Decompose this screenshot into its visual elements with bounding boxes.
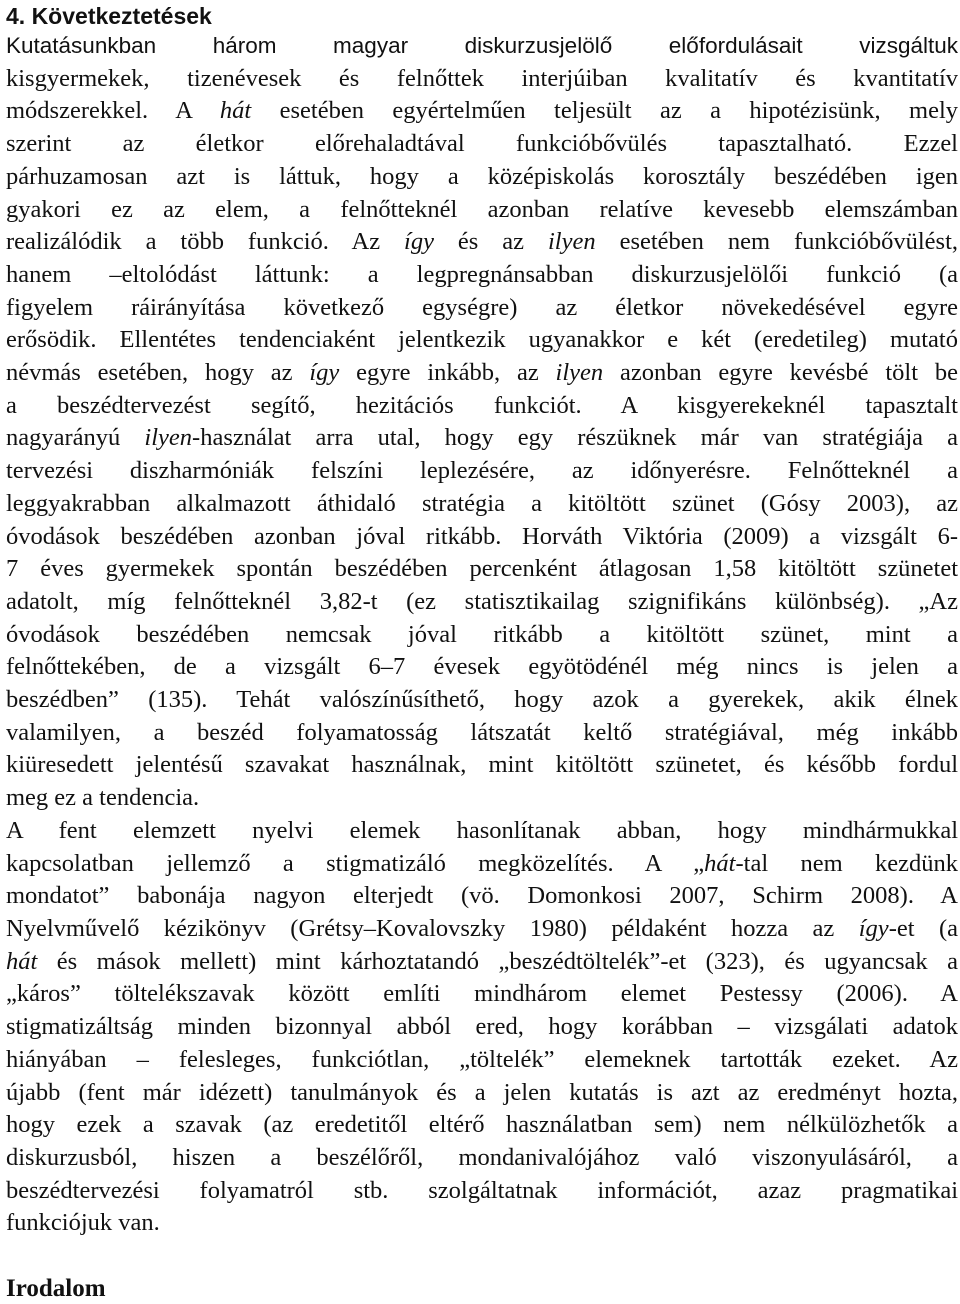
text-line: hanem –eltolódást láttunk: a legpregnánsabban diskurzusjelölői funkció (a (6, 260, 958, 288)
text-line: realizálódik a több funkció. Az így és az ilyen esetében nem funkcióbővülést, (6, 228, 958, 256)
text-line: leggyakrabban alkalmazott áthidaló stratégia a kitöltött szünet (Gósy 2003), az (6, 489, 958, 517)
text-line: beszédben” (135). Tehát valószínűsíthető, hogy azok a gyerekek, akik élnek (6, 686, 958, 714)
conclusion-paragraph-2 (6, 815, 958, 1240)
text-line: Kutatásunkban három magyar diskurzusjelölő előfordulásait vizsgáltuk (6, 33, 958, 58)
term-ilyen: ilyen (555, 359, 604, 387)
text-line: kisgyermekek, tizenévesek és felnőttek interjúiban kvalitatív és kvantitatív (6, 64, 958, 92)
term-hat: hát (6, 947, 38, 975)
text-line: valamilyen, a beszéd folyamatosság látszatát keltő stratégiával, még inkább (6, 718, 958, 746)
text-line: felnőttekében, de a vizsgált 6–7 évesek egyötödénél még nincs is jelen a (6, 653, 958, 681)
text-line: óvodások beszédében nemcsak jóval ritkább a kitöltött szünet, mint a (6, 620, 958, 648)
text-line: meg ez a tendencia. (6, 784, 200, 812)
text-line: kiüresedett jelentésű szavakat használnak, mint kitöltött szünetet, és később fordul (6, 751, 958, 779)
text-line: „káros” töltelékszavak között említi mindhárom elemet Pestessy (2006). A (6, 980, 958, 1008)
text-line: névmás esetében, hogy az így egyre inkább, az ilyen azonban egyre kevésbé tölt be (6, 359, 958, 387)
text-line: 7 éves gyermekek spontán beszédében percenként átlagosan 1,58 kitöltött szünetet (6, 555, 958, 583)
text-line: nagyarányú ilyen-használat arra utal, hogy egy részüknek már van stratégiája a (6, 424, 958, 452)
text-line: a beszédtervezést segítő, hezitációs funkciót. A kisgyerekeknél tapasztalt (6, 391, 958, 419)
section-title: 4. Következtetések (6, 3, 212, 29)
text-line: módszerekkel. A hát esetében egyértelműen teljesült az a hipotézisünk, mely (6, 97, 959, 125)
text-line: beszédtervezési folyamatról stb. szolgáltatnak információt, azaz pragmatikai (6, 1176, 958, 1204)
text-line: kapcsolatban jellemző a stigmatizáló megközelítés. A „hát-tal nem kezdünk (6, 849, 958, 877)
text-line: gyakori ez az elem, a felnőtteknél azonban relatíve kevesebb elemszámban (6, 195, 958, 223)
term-igy: így (858, 914, 889, 942)
text-line: újabb (fent már idézett) tanulmányok és a jelen kutatás is azt az eredményt hozta, (6, 1078, 958, 1106)
term-igy: így (309, 359, 340, 387)
text-line: stigmatizáltság minden bizonnyal abból ered, hogy korábban – vizsgálati adatok (6, 1013, 958, 1041)
text-line: tervezési diszharmóniák felszíni leplezésére, az időnyerésre. Felnőtteknél a (6, 457, 958, 485)
text-line: diskurzusból, hiszen a beszélőről, mondanivalójához való viszonyulásáról, a (6, 1143, 958, 1171)
text-line: adatolt, míg felnőtteknél 3,82-t (ez statisztikailag szignifikáns különbség). „Az (6, 587, 958, 615)
text-line: erősödik. Ellentétes tendenciaként jelentkezik ugyanakkor e két (eredetileg) mutató (6, 326, 958, 354)
term-hat: hát (219, 97, 252, 125)
text-line: A fent elemzett nyelvi elemek hasonlítanak abban, hogy mindhármukkal (6, 816, 958, 844)
text-line: szerint az életkor előrehaladtával funkcióbővülés tapasztalható. Ezzel (6, 130, 958, 158)
document-page (6, 0, 959, 1302)
text-line: hát és mások mellett) mint kárhoztatandó „beszédtöltelék”-et (323), és ugyancsak a (6, 947, 958, 975)
text-line: funkciójuk van. (6, 1209, 160, 1237)
conclusion-paragraph-1 (6, 30, 958, 815)
term-hat: hát (704, 849, 736, 877)
text-line: párhuzamosan azt is láttuk, hogy a középiskolás korosztály beszédében igen (6, 162, 958, 190)
text-line: figyelem ráirányítása következő egységre) az életkor növekedésével egyre (6, 293, 958, 321)
text-line: Nyelvművelő kézikönyv (Grétsy–Kovalovszky 1980) példaként hozza az így-et (a (6, 914, 958, 942)
text-line: mondatot” babonája nagyon elterjedt (vö. Domonkosi 2007, Schirm 2008). A (6, 882, 958, 910)
text-line: hogy ezek a szavak (az eredetitől eltérő használatban sem) nem nélkülözhetők a (6, 1111, 958, 1139)
text-line: hiányában – felesleges, funkciótlan, „töltelék” elemeknek tartották ezeket. Az (6, 1045, 958, 1073)
term-igy: így (404, 228, 434, 256)
term-ilyen: ilyen (144, 424, 193, 452)
term-ilyen: ilyen (548, 228, 596, 256)
references-title: Irodalom (6, 1275, 106, 1302)
text-line: óvodások beszédében azonban jóval ritkább. Horváth Viktória (2009) a vizsgált 6- (6, 522, 958, 550)
